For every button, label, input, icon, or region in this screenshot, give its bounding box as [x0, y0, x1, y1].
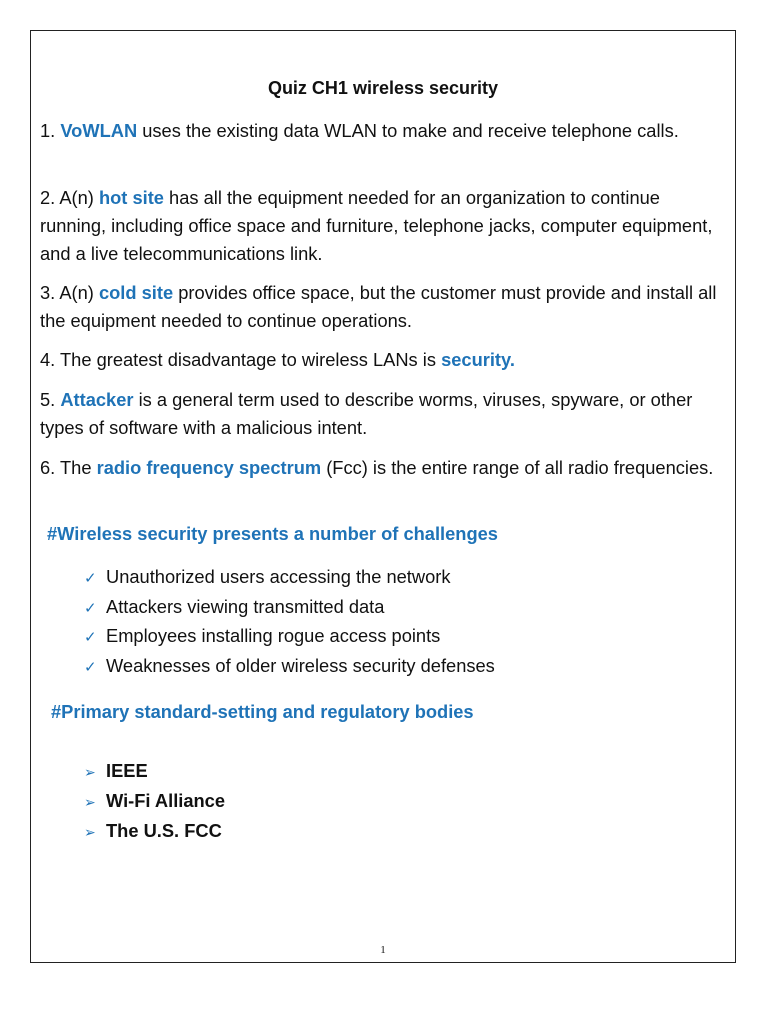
list-item [84, 817, 225, 847]
question-text-before: A(n) [59, 282, 99, 303]
question-text-before: The [60, 457, 97, 478]
list-item-text: IEEE [106, 760, 148, 781]
question-text-after: uses the existing data WLAN to make and receive telephone calls. [137, 120, 679, 141]
question-text-before: A(n) [59, 187, 99, 208]
list-item-text: Wi-Fi Alliance [106, 790, 226, 811]
document-title: Quiz CH1 wireless security [267, 78, 499, 98]
check-icon: ✓ [84, 628, 97, 646]
list-item [84, 757, 225, 787]
page-number: 1 [380, 944, 386, 956]
question-text-before: The greatest disadvantage to wireless LANs is [60, 349, 442, 370]
question-number: 2. [40, 187, 60, 208]
answer-keyword: VoWLAN [60, 120, 138, 141]
question-text-after: (Fcc) is the entire range of all radio frequencies. [321, 457, 714, 478]
challenges-list [84, 563, 495, 681]
check-icon: ✓ [84, 657, 97, 676]
list-item [84, 622, 495, 652]
question-text-after: provides office space, but the customer must provide and install all the equipment needed to continue operations. [40, 282, 717, 331]
answer-keyword: cold site [98, 282, 174, 303]
list-item [84, 652, 495, 682]
question-text-after: is a general term used to describe worms, viruses, spyware, or other types of software with a malicious intent. [40, 389, 693, 438]
question-number: 5. [40, 389, 61, 410]
answer-keyword: radio frequency spectrum [96, 457, 322, 478]
answer-keyword: Attacker [60, 389, 134, 410]
challenges-heading: #Wireless security presents a number of challenges [47, 523, 498, 544]
question-4 [40, 346, 730, 374]
bodies-heading: #Primary standard-setting and regulatory bodies [51, 701, 474, 722]
question-number: 6. [40, 457, 60, 478]
arrow-right-icon: ➢ [84, 795, 96, 811]
list-item-text: Weaknesses of older wireless security defenses [106, 654, 495, 676]
question-number: 3. [40, 282, 60, 303]
question-2 [40, 184, 730, 268]
arrow-right-icon: ➢ [84, 825, 96, 841]
question-3 [40, 279, 730, 335]
list-item-text: The U.S. FCC [106, 820, 222, 841]
list-item-text: Employees installing rogue access points [106, 625, 441, 646]
arrow-right-icon: ➢ [84, 765, 96, 781]
question-6 [40, 454, 730, 482]
bodies-list [84, 757, 225, 847]
answer-keyword: security. [441, 349, 515, 370]
list-item-text: Attackers viewing transmitted data [106, 595, 385, 617]
question-number: 4. [40, 349, 60, 370]
question-5 [40, 386, 730, 442]
document-page [30, 30, 736, 963]
list-item [84, 787, 225, 817]
list-item [84, 563, 495, 593]
list-item [84, 593, 495, 623]
list-item-text: Unauthorized users accessing the network [106, 566, 451, 587]
question-number: 1. [40, 120, 61, 141]
question-1 [40, 117, 730, 145]
answer-keyword: hot site [98, 187, 164, 208]
question-text-after: has all the equipment needed for an organization to continue running, including office space and furniture, telephone jacks, computer equipment, and a live telecommunications link. [40, 187, 713, 264]
check-icon: ✓ [84, 569, 97, 587]
check-icon: ✓ [84, 598, 97, 617]
